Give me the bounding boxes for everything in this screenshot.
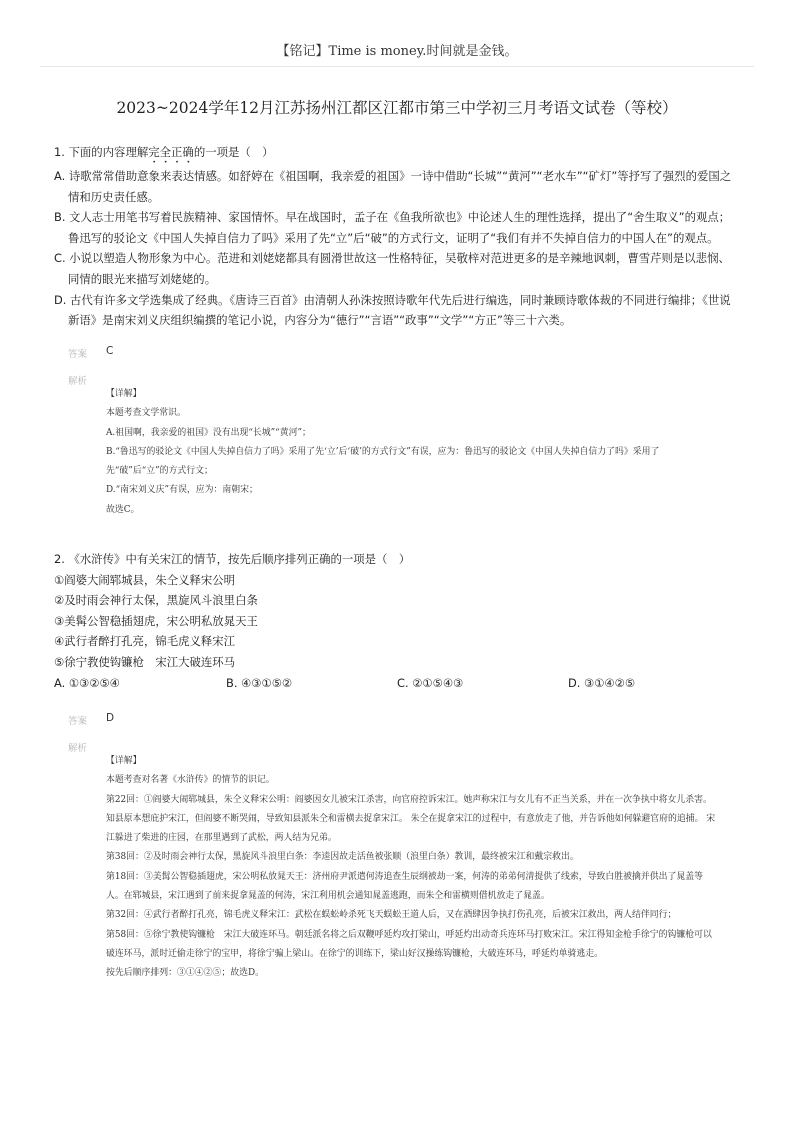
question-2 <box>54 549 734 694</box>
event-item: ③美髯公智稳插翅虎，宋公明私放晁天王 <box>54 613 258 628</box>
answer-value-2: D <box>106 712 115 724</box>
explanation-line: 第18回：③美髯公智稳插翅虎，宋公明私放晁天王：济州府尹派遣何涛追查生辰纲被劫一案，何涛的弟弟何清提供了线索，导致白胜被擒并供出了晁盖等人。在郓城县，宋江遇到了前来捉拿晁盖的何涛，宋江利用机会通知晁盖逃跑，而朱仝和雷横则借机放走了晁盖。 <box>106 871 704 902</box>
explanation-line: A.祖国啊，我亲爱的祖国》没有出现“长城”“黄河”； <box>106 427 311 438</box>
stem-emphasis: 完全正确 <box>148 145 194 159</box>
stem-text: 1. 下面的内容理解 <box>54 145 149 159</box>
event-item: ④武行者醉打孔亮，锦毛虎义释宋江 <box>54 634 236 649</box>
explanation-line: 故选C。 <box>106 504 140 515</box>
explanation-line: 本题考查文学常识。 <box>106 408 186 419</box>
event-item: ②及时雨会神行太保，黑旋风斗浪里白条 <box>54 593 258 608</box>
answer-label: 答案 <box>68 716 88 727</box>
explanation-line: 第22回：①阎婆大闹郓城县，朱仝义释宋公明：阎婆因女儿被宋江杀害，向官府控诉宋江。她声称宋江与女儿有不正当关系，并在一次争执中将女儿杀害。 知县原本想庇护宋江，但阎婆不断哭闹，导致知县派朱仝和雷横去捉拿宋江。 朱仝在捉拿宋江的过程中，有意放走了他，并告诉他如何躲避官府的追捕。 宋江躲进了柴进的庄园，在那里遇到了武松，两人结为兄弟。 <box>106 794 716 844</box>
option-a: A. 诗歌常常借助意象来表达情感。如舒婷在《祖国啊，我亲爱的祖国》一诗中借助“长城”“黄河”“老水车”“矿灯”等抒写了强烈的爱国之情和历史责任感。 <box>54 169 732 204</box>
question-1-stem <box>54 142 734 166</box>
option-c: C. 小说以塑造人物形象为中心。范进和刘姥姥都具有圆滑世故这一性格特征，吴敬梓对范进更多的是辛辣地讽刺，曹雪芹则是以悲悯、同情的眼光来描写刘姥姥的。 <box>54 251 730 286</box>
explanation-line: 本题考查对名著《水浒传》的情节的识记。 <box>106 775 275 786</box>
event-item: ①阎婆大闹郓城县，朱仝义释宋公明 <box>54 572 236 587</box>
choice-b: B. ④③①⑤② <box>226 675 293 690</box>
explanation-line: 第32回：④武行者醉打孔亮，锦毛虎义释宋江：武松在蜈蚣岭杀死飞天蜈蚣王道人后，又在酒肆因争执打伤孔亮，后被宋江救出，两人结伴同行； <box>106 910 677 921</box>
answer-label: 答案 <box>68 349 88 360</box>
explanation-1 <box>106 385 718 520</box>
option-b: B. 文人志士用笔书写着民族精神、家国情怀。早在战国时，孟子在《鱼我所欲也》中论述人生的理性选择，提出了“舍生取义”的观点；鲁迅写的驳论文《中国人失掉自信力了吗》采用了先“立”后“破”的方式行文，证明了“我们有并不失掉自信力的中国人在”的观点。 <box>54 210 731 245</box>
question-1 <box>54 142 734 331</box>
analysis-label: 解析 <box>68 743 88 754</box>
detail-heading: 【详解】 <box>106 389 142 399</box>
explanation-line: 第38回：②及时雨会神行太保，黑旋风斗浪里白条：李逵因故走活鱼被张顺（浪里白条）教训，最终被宋江和戴宗救出。 <box>106 852 579 863</box>
explanation-line: 第58回：⑤徐宁教使钩镰枪 宋江大破连环马。朝廷派名将之后双鞭呼延灼攻打梁山，呼延灼出动奇兵连环马打败宋江。宋江得知金枪手徐宁的钩镰枪可以破连环马，派时迁偷走徐宁的宝甲，将徐宁骗上梁山。在徐宁的训练下，梁山好汉操练钩镰枪，大破连环马，呼延灼单骑逃走。 <box>106 929 712 959</box>
detail-heading: 【详解】 <box>106 756 142 766</box>
analysis-label: 解析 <box>68 376 88 387</box>
event-item: ⑤徐宁教使钩镰枪 宋江大破连环马 <box>54 654 236 669</box>
answer-value-1: C <box>106 345 114 357</box>
choice-c: C. ②①⑤④③ <box>397 675 464 690</box>
explanation-line: D.“南宋刘义庆”有误，应为：南朝宋； <box>106 485 258 496</box>
stem-text-end: 的一项是（ ） <box>193 145 274 159</box>
explanation-line: 按先后顺序排列：③①④②⑤；故选D。 <box>106 968 264 979</box>
choice-row <box>54 673 734 694</box>
choice-a: A. ①③②⑤④ <box>54 675 120 690</box>
explanation-line: B.“鲁迅写的驳论文《中国人失掉自信力了吗》采用了先‘立’后‘破’的方式行文”有误，应为：鲁迅写的驳论文《中国人失掉自信力了吗》采用了先“破”后“立”的方式行文； <box>106 446 660 477</box>
page-motto: 【铭记】Time is money.时间就是金钱。 <box>276 44 518 59</box>
question-2-stem: 2. 《水浒传》中有关宋江的情节，按先后顺序排列正确的一项是（ ） <box>54 552 411 566</box>
exam-title: 2023~2024学年12月江苏扬州江都区江都市第三中学初三月考语文试卷（等校） <box>116 99 678 117</box>
explanation-2 <box>106 752 718 984</box>
header-divider <box>40 66 754 67</box>
choice-d: D. ③①④②⑤ <box>568 675 636 690</box>
option-d: D. 古代有许多文学选集成了经典。《唐诗三百首》由清朝人孙洙按照诗歌年代先后进行编选，同时兼顾诗歌体裁的不同进行编排；《世说新语》是南宋刘义庆组织编撰的笔记小说，内容分为“德行”“言语”“政事”“文学”“方正”等三十六类。 <box>54 292 731 328</box>
